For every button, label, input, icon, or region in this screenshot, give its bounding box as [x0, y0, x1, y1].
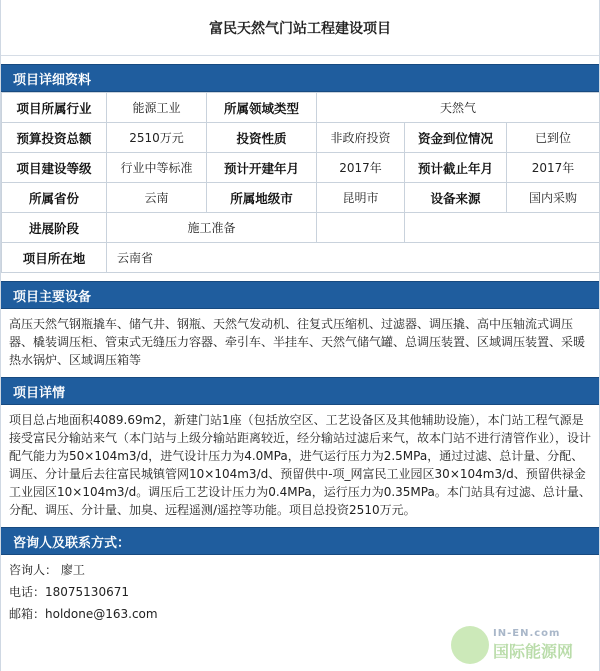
detail-value: 2017年 — [317, 153, 405, 183]
detail-row — [2, 243, 600, 273]
info-text: 项目总占地面积4089.69m2，新建门站1座（包括放空区、工艺设备区及其他辅助设施），本门站工程气源是接受富民分输站来气（本门站与上级分输站距离较近，经分输站过滤后来气，故本门站不进行清管作业），设计配气能力为50×104m3/d，进气设计压力为4.0MPa，进气运行压力为2.5MPa，通过过滤、总计量、分配、调压、分计量后去往富民城镇管网10×104m3/d、预留供中-项_网富民工业园区30×104m3/d、预留供禄金工业园区10×104m3/d。调压后工艺设计压力为0.4MPa，运行压力为0.35MPa。本门站具有过滤、总计量、分配、调压、分计量、加臭、远程遥测/遥控等功能。项目总投资2510万元。 — [9, 413, 592, 517]
detail-value: 2510万元 — [107, 123, 207, 153]
detail-label: 进展阶段 — [2, 213, 107, 243]
watermark-domain: IN-EN.com — [493, 628, 561, 639]
detail-value: 天然气 — [317, 93, 600, 123]
detail-value: 能源工业 — [107, 93, 207, 123]
detail-label: 项目所属行业 — [2, 93, 107, 123]
detail-value: 已到位 — [507, 123, 600, 153]
detail-value: 行业中等标准 — [107, 153, 207, 183]
section-detail-header: 项目详细资料 — [1, 64, 599, 92]
detail-row — [2, 93, 600, 123]
detail-value: 云南省 — [107, 243, 600, 273]
section-info-header: 项目详情 — [1, 377, 599, 405]
detail-label: 预计截止年月 — [405, 153, 507, 183]
detail-label: 所属地级市 — [207, 183, 317, 213]
contact-email[interactable]: 邮箱：holdone@163.com — [9, 607, 158, 621]
detail-value: 非政府投资 — [317, 123, 405, 153]
equipment-text: 高压天然气钢瓶撬车、储气井、钢瓶、天然气发动机、往复式压缩机、过滤器、调压撬、高中压轴流式调压器、橇装调压柜、管束式无缝压力容器、牵引车、半挂车、天然气储气罐、总调压装置、区域调压装置、采暖热水锅炉、区域调压箱等 — [9, 317, 586, 367]
contact-phone: 电话：18075130671 — [9, 585, 129, 599]
detail-row — [2, 153, 600, 183]
contact-person: 咨询人： 廖工 — [9, 563, 85, 577]
detail-row — [2, 123, 600, 153]
detail-value: 2017年 — [507, 153, 600, 183]
detail-table — [1, 92, 600, 273]
contact-block — [1, 555, 599, 629]
detail-label: 设备来源 — [405, 183, 507, 213]
detail-row — [2, 183, 600, 213]
detail-row — [2, 213, 600, 243]
page-title: 富民天然气门站工程建设项目 — [1, 0, 599, 56]
detail-label: 投资性质 — [207, 123, 317, 153]
section-contact-header: 咨询人及联系方式： — [1, 527, 599, 555]
watermark-logo — [451, 623, 591, 667]
detail-label: 预算投资总额 — [2, 123, 107, 153]
detail-label: 预计开建年月 — [207, 153, 317, 183]
detail-label: 所属省份 — [2, 183, 107, 213]
detail-value — [317, 213, 405, 243]
detail-value: 施工准备 — [107, 213, 317, 243]
detail-label: 所属领域类型 — [207, 93, 317, 123]
detail-value: 国内采购 — [507, 183, 600, 213]
detail-value — [405, 213, 600, 243]
detail-value: 昆明市 — [317, 183, 405, 213]
detail-value: 云南 — [107, 183, 207, 213]
detail-label: 项目建设等级 — [2, 153, 107, 183]
detail-label: 项目所在地 — [2, 243, 107, 273]
detail-label: 资金到位情况 — [405, 123, 507, 153]
watermark-name: 国际能源网 — [493, 642, 574, 661]
section-equipment-header: 项目主要设备 — [1, 281, 599, 309]
globe-icon — [451, 626, 489, 664]
